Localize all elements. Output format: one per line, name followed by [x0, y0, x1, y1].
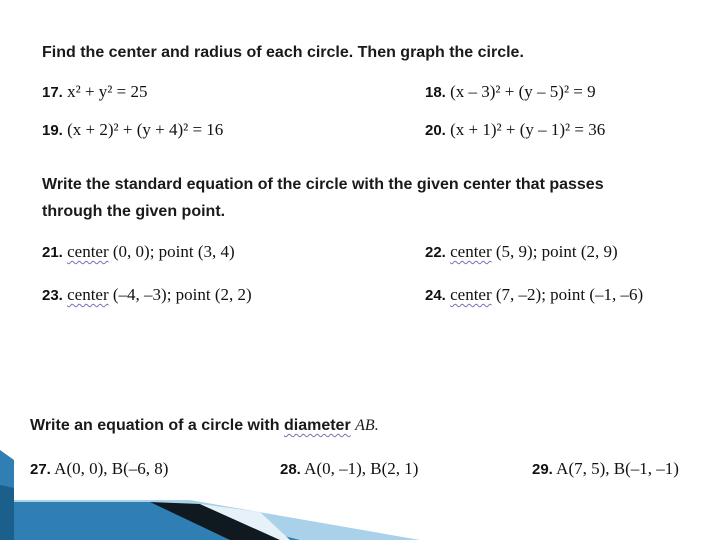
problem-equation: (x + 2)² + (y + 4)² = 16 — [67, 120, 224, 139]
section3-heading — [30, 417, 379, 435]
problem-equation: (x – 3)² + (y – 5)² = 9 — [450, 82, 596, 101]
section2-heading-line1: Write the standard equation of the circle with the given center that passes — [42, 176, 604, 193]
problem-equation: A(7, 5), B(–1, –1) — [556, 459, 679, 478]
problem-equation: A(0, 0), B(–6, 8) — [54, 459, 169, 478]
problem-20 — [425, 120, 605, 140]
problem-details: (5, 9); point (2, 9) — [495, 242, 618, 261]
problem-18 — [425, 82, 596, 102]
center-word: center — [67, 242, 109, 261]
problem-number: 28. — [280, 461, 301, 478]
center-word: center — [450, 285, 492, 304]
problem-number: 22. — [425, 244, 446, 261]
problem-19 — [42, 120, 223, 140]
problem-number: 17. — [42, 84, 63, 101]
left-dark-strip — [0, 485, 14, 540]
problem-17 — [42, 82, 147, 102]
problem-number: 24. — [425, 287, 446, 304]
problem-21 — [42, 242, 235, 262]
problem-details: (7, –2); point (–1, –6) — [495, 285, 644, 304]
diameter-word: diameter — [283, 417, 351, 434]
problem-number: 18. — [425, 84, 446, 101]
problem-24 — [425, 285, 643, 305]
problem-number: 29. — [532, 461, 553, 478]
problem-number: 21. — [42, 244, 63, 261]
center-word: center — [67, 285, 109, 304]
footer-swoosh-decoration — [0, 440, 720, 540]
problem-number: 27. — [30, 461, 51, 478]
center-word: center — [450, 242, 492, 261]
problem-equation: A(0, –1), B(2, 1) — [304, 459, 419, 478]
problem-details: (0, 0); point (3, 4) — [112, 242, 235, 261]
problem-details: (–4, –3); point (2, 2) — [112, 285, 252, 304]
problem-equation: x² + y² = 25 — [67, 82, 148, 101]
problem-equation: (x + 1)² + (y – 1)² = 36 — [450, 120, 606, 139]
segment-label: AB. — [355, 417, 379, 434]
problem-number: 20. — [425, 122, 446, 139]
problem-number: 19. — [42, 122, 63, 139]
section1-heading: Find the center and radius of each circle. Then graph the circle. — [42, 44, 524, 61]
problem-number: 23. — [42, 287, 63, 304]
section3-heading-text: Write an equation of a circle with — [30, 417, 280, 434]
problem-22 — [425, 242, 618, 262]
problem-23 — [42, 285, 252, 305]
section2-heading-line2: through the given point. — [42, 203, 226, 220]
